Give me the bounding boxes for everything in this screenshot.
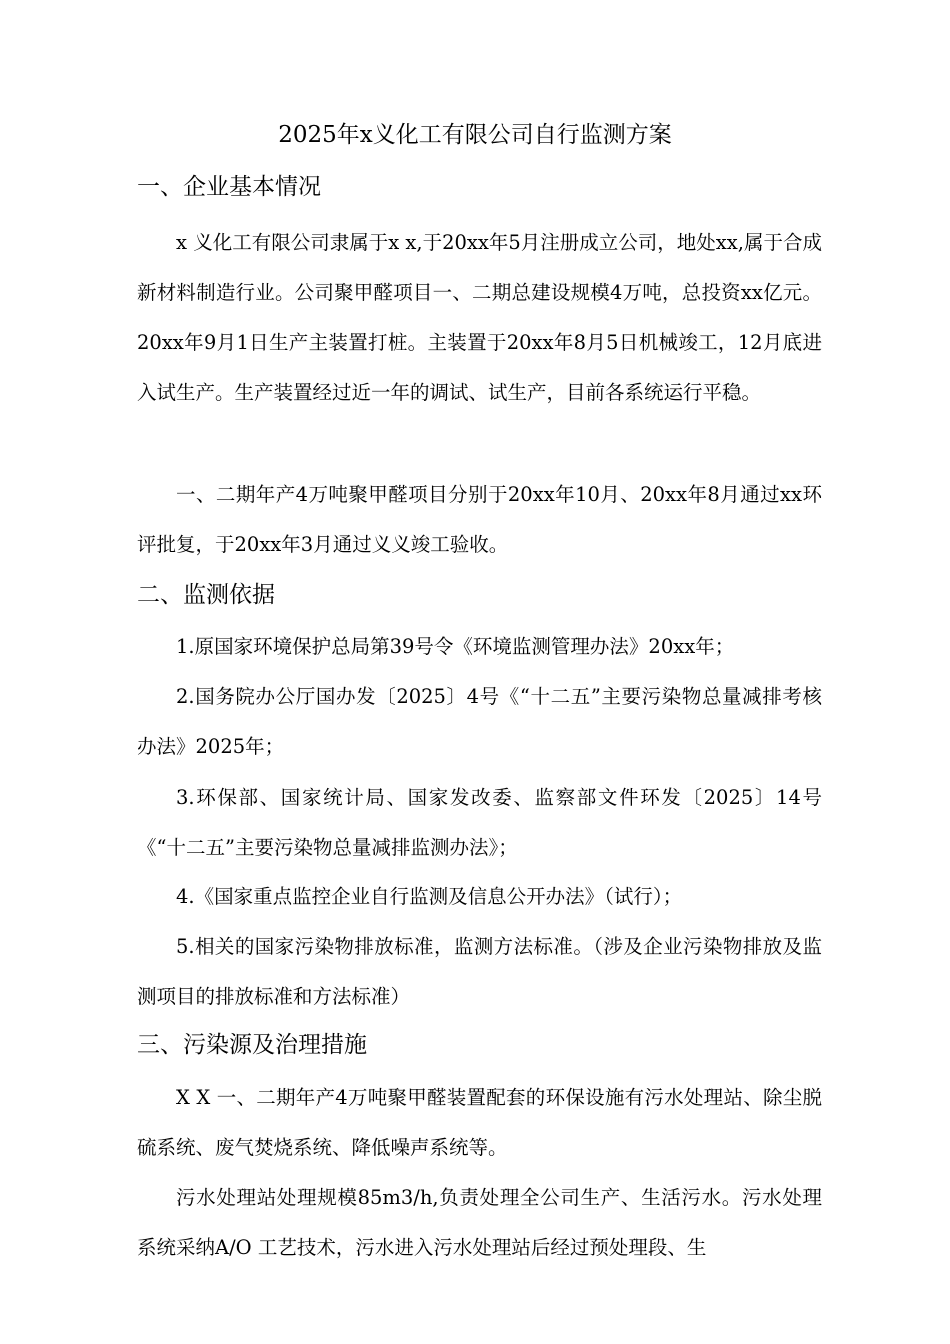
basis-item-2: 2.国务院办公厅国办发〔2025〕4号《“十二五”主要污染物总量减排考核办法》2025年； [137, 685, 822, 758]
paragraph-wastewater-station: 污水处理站处理规模85m3/h,负责处理全公司生产、生活污水。污水处理系统采纳A/O 工艺技术，污水进入污水处理站后经过预处理段、生 [137, 1186, 822, 1259]
section-heading-2: 二、监测依据 [137, 582, 275, 608]
basis-item-3: 3.环保部、国家统计局、国家发改委、监察部文件环发〔2025〕14号《“十二五”主要污染物总量减排监测办法》； [137, 786, 822, 859]
section-heading-3: 三、污染源及治理措施 [137, 1032, 367, 1058]
paragraph-company-overview: x 义化工有限公司隶属于x x,于20xx年5月注册成立公司，地处xx,属于合成新材料制造行业。公司聚甲醛项目一、二期总建设规模4万吨，总投资xx亿元。20xx年9月1日生产主装置打桩。主装置于20xx年8月5日机械竣工，12月底进入试生产。生产装置经过近一年的调试、试生产，目前各系统运行平稳。 [137, 231, 822, 404]
document-title: 2025年x义化工有限公司自行监测方案 [278, 122, 672, 148]
section-heading-1: 一、企业基本情况 [137, 174, 321, 200]
basis-item-1: 1.原国家环境保护总局第39号令《环境监测管理办法》20xx年； [176, 635, 735, 658]
paragraph-project-approval: 一、二期年产4万吨聚甲醛项目分别于20xx年10月、20xx年8月通过xx环评批复，于20xx年3月通过义义竣工验收。 [137, 483, 822, 556]
basis-item-4: 4.《国家重点监控企业自行监测及信息公开办法》（试行）； [176, 885, 683, 908]
paragraph-environmental-facilities: X X 一、二期年产4万吨聚甲醛装置配套的环保设施有污水处理站、除尘脱硫系统、废气焚烧系统、降低噪声系统等。 [137, 1086, 822, 1159]
basis-item-5: 5.相关的国家污染物排放标准，监测方法标准。（涉及企业污染物排放及监测项目的排放标准和方法标准） [137, 935, 822, 1008]
